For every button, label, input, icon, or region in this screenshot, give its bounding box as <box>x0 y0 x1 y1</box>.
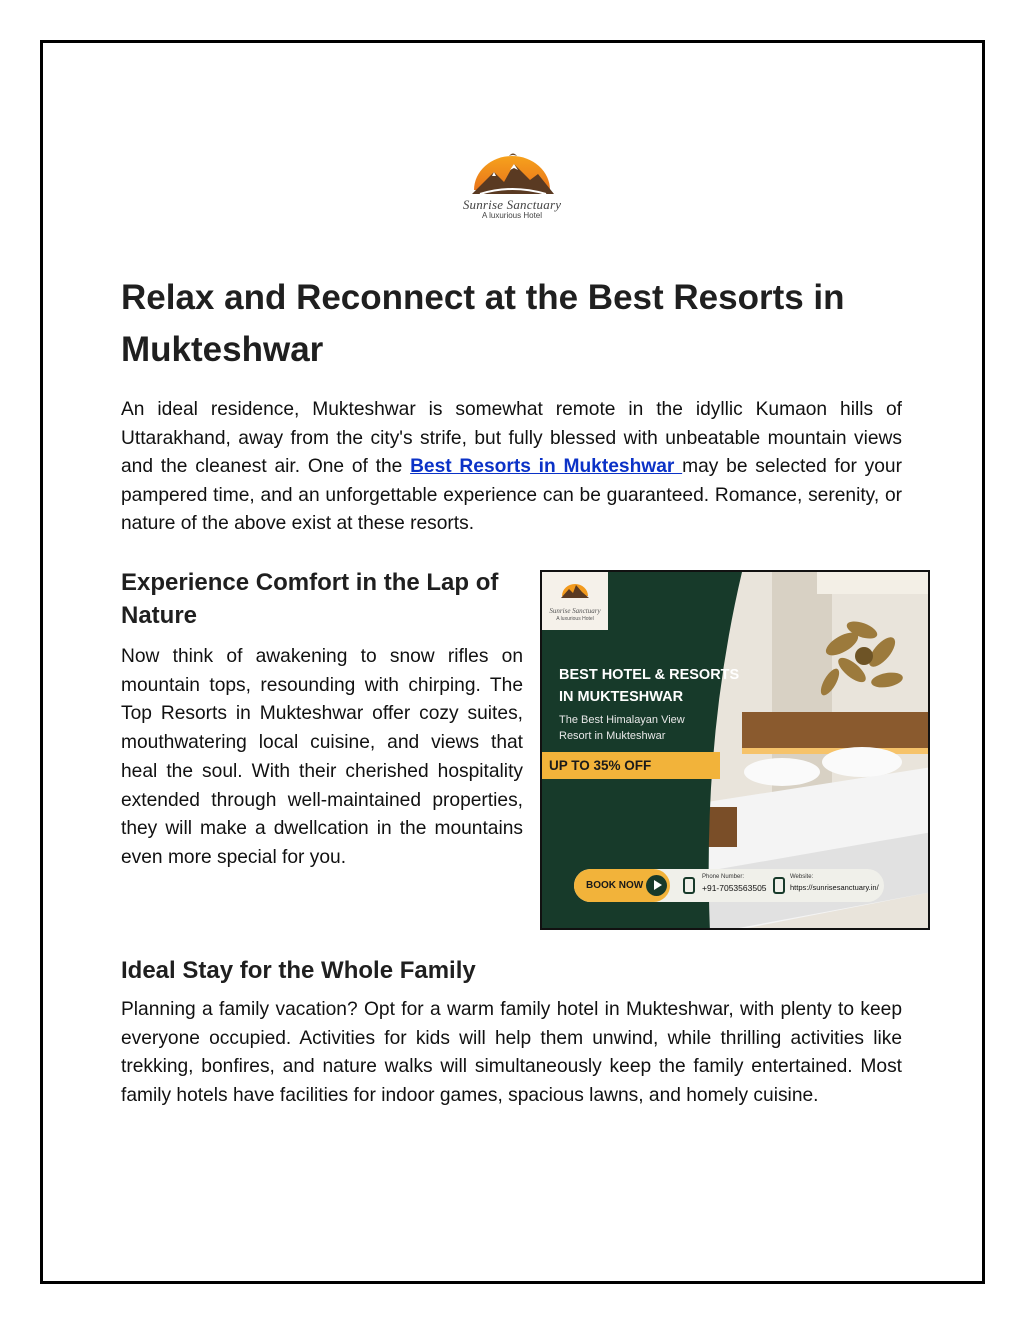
website-url: https://sunrisesanctuary.in/ <box>790 883 879 892</box>
section-heading-comfort: Experience Comfort in the Lap of Nature <box>121 569 499 629</box>
website-icon <box>773 877 785 894</box>
promo-logo-name: Sunrise Sanctuary <box>549 607 601 615</box>
section-body-family: Planning a family vacation? Opt for a warm family hotel in Mukteshwar, with plenty to keep everyone occupied. Activities for kids will help them unwind, while thrilling activities like trekking, bonfires, and nature walks will simultaneously keep the family entertained. Most family hotels have facilities for indoor games, spacious lawns, and homely cuisine. <box>121 999 902 1106</box>
promo-headline-line2: IN MUKTESHWAR <box>559 689 684 705</box>
promo-logo-tagline: A luxurious Hotel <box>556 616 594 622</box>
phone-number: +91-7053563505 <box>702 883 767 893</box>
promo-offer-badge: UP TO 35% OFF <box>542 752 720 779</box>
play-arrow-icon <box>646 875 667 896</box>
intro-text-end: may be selected for your pampered time, and an unforgettable experience can be guaranteed. Romance, serenity, or nature of the above exist at these resorts. <box>121 456 902 535</box>
best-resorts-link[interactable]: Best Resorts in Mukteshwar <box>410 456 683 478</box>
promo-headline-line1: BEST HOTEL & RESORTS <box>559 667 740 683</box>
promo-banner <box>540 570 930 930</box>
intro-paragraph <box>121 396 902 539</box>
section-body-comfort: Now think of awakening to snow rifles on mountain tops, resounding with chirping. The Top Resorts in Mukteshwar offer cozy suites, mouthwatering local cuisine, and views that heal the soul. With their cherished hospitality extended through well-maintained properties, they will make a dwellcation in the mountains even more special for you. <box>121 646 523 868</box>
logo-tagline: A luxurious Hotel <box>481 211 543 220</box>
logo-brand-name: Sunrise Sanctuary <box>462 197 562 212</box>
section-heading-family: Ideal Stay for the Whole Family <box>121 957 476 984</box>
intro-text-start: An ideal residence, Mukteshwar is somewhat remote in the idyllic Kumaon hills of Uttarakhand, away from the city's strife, but fully blessed with unbeatable mountain views and the cleanest air. One of the <box>121 399 902 478</box>
promo-subtitle-line2: Resort in Mukteshwar <box>559 730 666 742</box>
phone-label: Phone Number: <box>702 874 745 880</box>
website-label: Website: <box>790 874 814 880</box>
book-now-button[interactable]: BOOK NOW <box>574 869 670 902</box>
promo-logo-icon <box>558 578 592 606</box>
phone-icon <box>683 877 695 894</box>
promo-subtitle-line1: The Best Himalayan View <box>559 714 685 726</box>
page-title: Relax and Reconnect at the Best Resorts in Mukteshwar <box>121 278 845 369</box>
